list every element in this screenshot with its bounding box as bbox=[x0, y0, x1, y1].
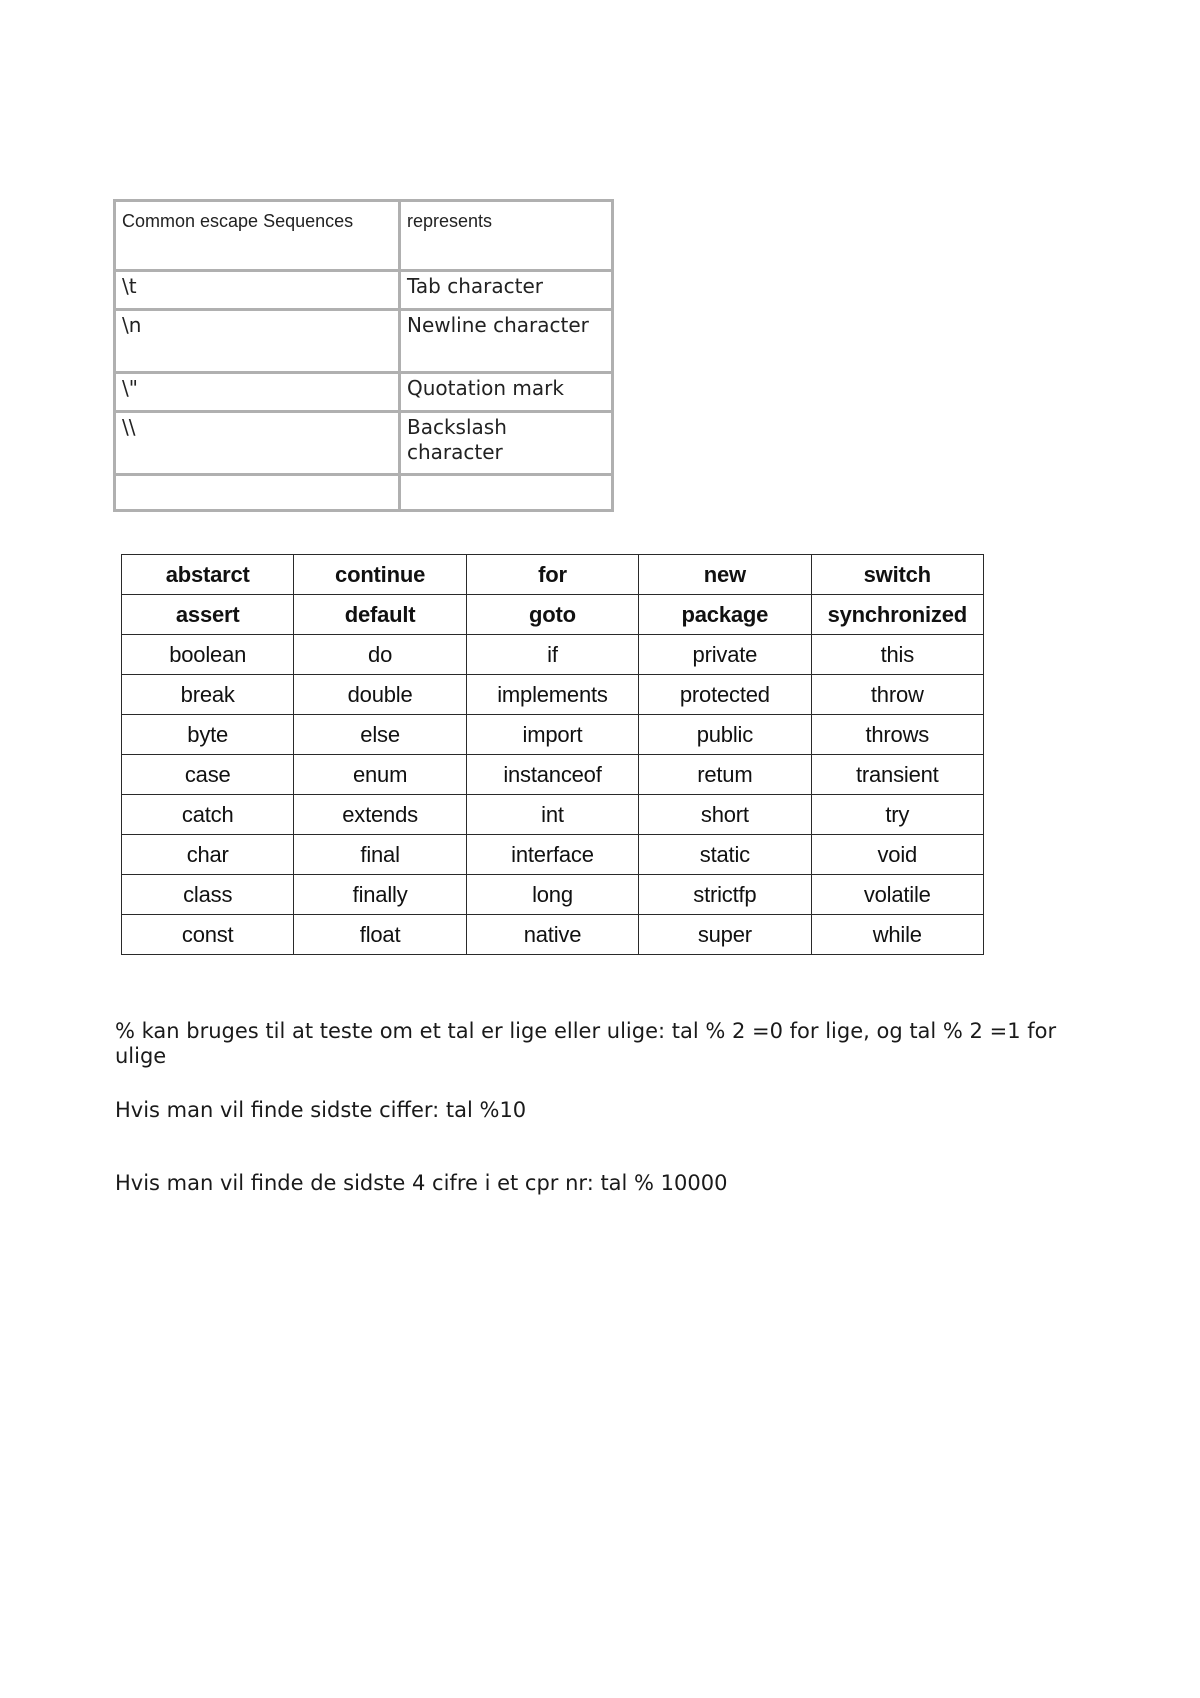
keyword-cell: default bbox=[294, 595, 466, 635]
keyword-cell: float bbox=[294, 915, 466, 955]
keyword-cell: catch bbox=[122, 795, 294, 835]
keyword-cell: try bbox=[811, 795, 983, 835]
escape-sequences-table bbox=[113, 199, 614, 512]
keyword-cell: private bbox=[639, 635, 811, 675]
keyword-cell: implements bbox=[466, 675, 638, 715]
keyword-cell: import bbox=[466, 715, 638, 755]
escape-table-row bbox=[115, 475, 613, 511]
escape-table-row bbox=[115, 373, 613, 412]
escape-table-header-represents: represents bbox=[400, 201, 613, 271]
keyword-cell: finally bbox=[294, 875, 466, 915]
escape-meaning-cell: Quotation mark bbox=[400, 373, 613, 412]
keywords-table-row bbox=[122, 595, 984, 635]
keyword-cell: switch bbox=[811, 555, 983, 595]
keywords-table-row bbox=[122, 915, 984, 955]
keywords-table-row bbox=[122, 875, 984, 915]
keywords-table-row bbox=[122, 635, 984, 675]
keyword-cell: package bbox=[639, 595, 811, 635]
keyword-cell: long bbox=[466, 875, 638, 915]
escape-meaning-cell: Newline character bbox=[400, 310, 613, 373]
keyword-cell: public bbox=[639, 715, 811, 755]
escape-meaning-cell bbox=[400, 475, 613, 511]
keyword-cell: enum bbox=[294, 755, 466, 795]
escape-table-row bbox=[115, 412, 613, 475]
keyword-cell: class bbox=[122, 875, 294, 915]
keywords-table-row bbox=[122, 835, 984, 875]
note-last-four-digits: Hvis man vil finde de sidste 4 cifre i et cpr nr: tal % 10000 bbox=[115, 1171, 728, 1195]
keywords-table-row bbox=[122, 715, 984, 755]
keyword-cell: strictfp bbox=[639, 875, 811, 915]
escape-sequence-cell: \t bbox=[115, 271, 400, 310]
keyword-cell: assert bbox=[122, 595, 294, 635]
keyword-cell: do bbox=[294, 635, 466, 675]
keyword-cell: protected bbox=[639, 675, 811, 715]
escape-meaning-cell: Tab character bbox=[400, 271, 613, 310]
keyword-cell: transient bbox=[811, 755, 983, 795]
keyword-cell: while bbox=[811, 915, 983, 955]
keyword-cell: retum bbox=[639, 755, 811, 795]
keyword-cell: interface bbox=[466, 835, 638, 875]
keyword-cell: byte bbox=[122, 715, 294, 755]
escape-meaning-cell: Backslash character bbox=[400, 412, 613, 475]
escape-sequence-cell: \\ bbox=[115, 412, 400, 475]
keyword-cell: this bbox=[811, 635, 983, 675]
keyword-cell: super bbox=[639, 915, 811, 955]
keyword-cell: native bbox=[466, 915, 638, 955]
keyword-cell: const bbox=[122, 915, 294, 955]
keyword-cell: break bbox=[122, 675, 294, 715]
keyword-cell: short bbox=[639, 795, 811, 835]
note-modulo-even-odd: % kan bruges til at teste om et tal er lige eller ulige: tal % 2 =0 for lige, og tal % 2 =1 for ulige bbox=[115, 1019, 1057, 1068]
keyword-cell: char bbox=[122, 835, 294, 875]
keyword-cell: volatile bbox=[811, 875, 983, 915]
escape-table-header-sequence: Common escape Sequences bbox=[115, 201, 400, 271]
keywords-table-row bbox=[122, 755, 984, 795]
keywords-table-row bbox=[122, 675, 984, 715]
escape-sequence-cell: \" bbox=[115, 373, 400, 412]
keyword-cell: static bbox=[639, 835, 811, 875]
keyword-cell: void bbox=[811, 835, 983, 875]
keyword-cell: boolean bbox=[122, 635, 294, 675]
keywords-table-row bbox=[122, 555, 984, 595]
notes-section bbox=[115, 1019, 1115, 1196]
escape-sequence-cell bbox=[115, 475, 400, 511]
keyword-cell: if bbox=[466, 635, 638, 675]
note-last-digit: Hvis man vil finde sidste ciffer: tal %10 bbox=[115, 1098, 527, 1122]
keyword-cell: final bbox=[294, 835, 466, 875]
keyword-cell: synchronized bbox=[811, 595, 983, 635]
keyword-cell: case bbox=[122, 755, 294, 795]
escape-table-row bbox=[115, 271, 613, 310]
keyword-cell: instanceof bbox=[466, 755, 638, 795]
keyword-cell: continue bbox=[294, 555, 466, 595]
keyword-cell: extends bbox=[294, 795, 466, 835]
keyword-cell: int bbox=[466, 795, 638, 835]
escape-sequence-cell: \n bbox=[115, 310, 400, 373]
keywords-table-body bbox=[122, 555, 984, 955]
keyword-cell: new bbox=[639, 555, 811, 595]
java-keywords-table bbox=[121, 554, 984, 955]
escape-table-row bbox=[115, 310, 613, 373]
keyword-cell: goto bbox=[466, 595, 638, 635]
keyword-cell: abstarct bbox=[122, 555, 294, 595]
keyword-cell: throw bbox=[811, 675, 983, 715]
escape-table-header-row bbox=[115, 201, 613, 271]
keyword-cell: double bbox=[294, 675, 466, 715]
keyword-cell: for bbox=[466, 555, 638, 595]
keyword-cell: else bbox=[294, 715, 466, 755]
keyword-cell: throws bbox=[811, 715, 983, 755]
keywords-table-row bbox=[122, 795, 984, 835]
